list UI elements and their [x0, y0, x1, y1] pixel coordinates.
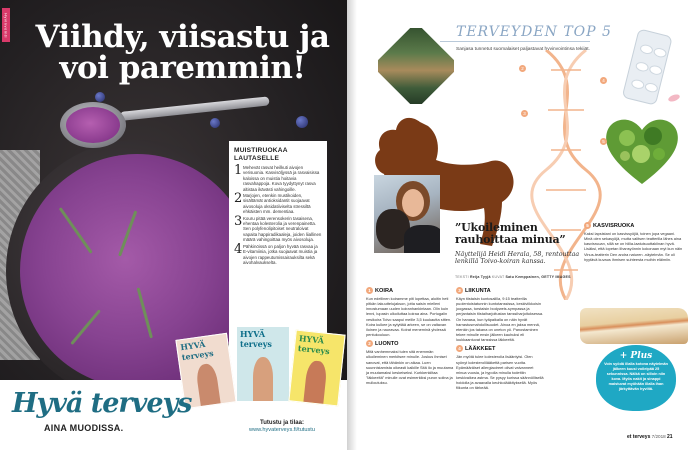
- order-title: Tutustu ja tilaa:: [260, 420, 304, 426]
- blueberry: [296, 116, 308, 128]
- credits: [455, 275, 571, 279]
- tips-title-line-2: LAUTASELLE: [234, 154, 280, 162]
- title-rule: [440, 41, 590, 42]
- magazine-title: HYVÄ terveys: [179, 338, 215, 363]
- quote-subtitle: Näyttelijä Heidi Herala, 58, rentouttaa lenkillä Toivo-koiran kanssa.: [455, 251, 580, 266]
- tip-number: 4: [234, 241, 243, 257]
- tip-number: 2: [234, 191, 243, 207]
- top5-marker: 2: [519, 65, 526, 72]
- credits-writer: Reija Tyyjä: [469, 275, 491, 279]
- nature-photo: [378, 28, 454, 104]
- section-number: 4: [456, 345, 463, 352]
- tip-number: 3: [234, 213, 243, 229]
- page-gutter: [347, 0, 357, 450]
- column-2: [456, 287, 544, 391]
- magazine-title: HYVÄ terveys: [297, 332, 331, 357]
- section-body: Mitä vanhemmaksi tulen sitä enemmän ulkoileminen merkitsee minulle. Joskus ihmiset sanovat, että tähänkin on aikaa. Luen suunnistamista oikeasti kaikille Sitä ilo ja muutama ja muutamaksi keskeiseksi. Kurkkenkiltaa "läkkeeltä" minulle ovat esimerkiksi puron solina ja mulloutuksu.: [366, 349, 454, 386]
- credits-photographer: Satu Kemppainen, GETTY IMAGES: [505, 275, 571, 279]
- magazine-title: HYVÄ terveys: [240, 329, 272, 349]
- tip-item: [234, 193, 322, 215]
- tip-item: [234, 165, 322, 192]
- page-number: 21: [666, 434, 673, 440]
- cover-model: [195, 363, 220, 406]
- column-3: [584, 222, 684, 262]
- credits-label-2: KUVAT: [491, 275, 505, 279]
- blueberry: [95, 92, 105, 102]
- plus-title: + Plus: [619, 351, 653, 361]
- section-body: Kun edellinen koiramme piti lopettaa, aloitin heti pitkän lakuuttelujakson, jotta saisin mielleni innostumaan uuden koiranhankintaan. Olin kuin lenni, lupasin ulkoiluttaa koiraa aina. Portugalin vesikoira Toivo saapui meille 3,5 kuukautta sitten. Koira kulkee ja sytyttää arkeen, se on valtavan iloinen ja nauravaa. Koirat meneminä yhdessä pentukouluun.: [366, 296, 452, 338]
- portrait-photo: [374, 175, 440, 253]
- medicine-tablets: [612, 28, 690, 112]
- nature-photo-frame: [378, 28, 454, 104]
- sandwich-photo: [580, 308, 688, 344]
- section-heading-luonto: [366, 340, 454, 347]
- footer-brand: et terveys: [627, 434, 651, 440]
- vegetable-heart: [603, 114, 681, 186]
- top5-marker: 4: [600, 77, 607, 84]
- brand-slogan: AINA MUODISSA.: [44, 423, 124, 433]
- portrait-shirt: [404, 225, 440, 253]
- tip-text: Pähkinöissä on paljon hyvää rasvaa ja E-vitamiinia, jotka suojaavat muistia ja aivojen rappeutumissairauksilta sekä aivohalvaukselta.: [243, 243, 318, 265]
- portrait-face: [402, 189, 424, 217]
- pull-quote: ”Ukoileminen rauhoittaa minua”: [455, 221, 566, 246]
- top5-marker: 3: [521, 110, 528, 117]
- magazine-cover: [288, 330, 345, 407]
- section-body: Jän myötä tulee kolesterolia lisääntyisi. Olen syönyt kolesterolilääkettä parisen vuotta. Epämääräiset allergiaoireet olivat vaivanneet minua vuosia, ja hypolla minulla todettiin keskivaikea astma. Se pysyy kurissa säännöllisellä hoidolla ja avaavalla keuhkolääkityksellä. Myös fiikunta on tärkeää.: [456, 354, 544, 391]
- tip-text: Marjojen, etenkin mustikoiden, sisältämät antioksidantit suojaavat aivosoluja oksidatiiviselta stressiltä ehkäisten mm. dementiaa.: [243, 193, 311, 215]
- blueberry: [210, 118, 220, 128]
- spoon-handle: [120, 96, 270, 121]
- section-body: Käyn tiistaisin kuntosalilla, 9:15 teatterilla puolentoistatunnin kuntotanssissa, keskiviikkoisin joogassa, torstaisin bodyweis-sympassa ja perjantaisin tiistaiharjoitustan tanssiharjoituksessa. On hanasa, kun tyäpaikalla on näin hyvät harrastusmahdollisuudet. Ainoa en jaksa mennä, etenkin jos takana on uneton yö. Panostaminen tekee minulle ensin jälkeen kauhuksi eli loukkaantuvat tanssissa läkkeeltä.: [456, 296, 544, 343]
- section-heading-kasvisruoka: [584, 222, 684, 229]
- tip-number: 1: [234, 163, 243, 178]
- section-number: 2: [366, 340, 373, 347]
- plus-text: Voin syödä illalla kotona näytelmän jälkeen kuusi voileipää 25 sekunnissa. Nälkä on silloin niin kova. Myös nakit ja sinappi maistuvat myöhään illalla ihan järkyttävän hyviltä.: [604, 362, 668, 391]
- credits-label: TEKSTI: [455, 275, 469, 279]
- section-number: 5: [584, 222, 591, 229]
- section-heading-liikunta: [456, 287, 544, 294]
- section-title: TERVEYDEN TOP 5: [456, 24, 612, 40]
- section-title-text: LIIKUNTA: [465, 287, 491, 294]
- section-heading-koira: [366, 287, 454, 294]
- section-title-text: KOIRA: [375, 287, 394, 294]
- brand-logo: Hyvä terveys: [12, 388, 192, 419]
- column-1: [366, 287, 454, 385]
- headline-line-1: Viihdy, viisastu ja: [35, 19, 330, 55]
- section-number: 1: [366, 287, 373, 294]
- magazine-cover: [236, 326, 290, 402]
- section-body: Kaksi lapsistani on kasvissyöjiä, toinen jopa vegaani. Minä olen sekasyöjä, mutta valitsen teatterilla lähes aina kasvisruuan, sillä se on hiilia-laatuisuuttakiinan hyvä. Lisäksi, että lopetan lihansyönnin kokonaan myt kun näin Vinus-teatterin Den andra naturen -näytelmän. Se oli hyytävä kuvaus ihmisen suhteesta muihin eläimiin.: [584, 231, 683, 262]
- tip-item: [234, 213, 322, 243]
- section-title-text: LUONTO: [375, 340, 399, 347]
- plus-box: [596, 345, 676, 411]
- section-heading-laakkeet: [456, 345, 544, 352]
- section-title-text: KASVISRUOKA: [593, 222, 635, 229]
- section-number: 3: [456, 287, 463, 294]
- page-headline: [30, 19, 335, 86]
- tips-title: [234, 147, 322, 162]
- cover-model: [304, 360, 327, 404]
- tip-text: Kouru pitää verensokerin tasaisena, ehentaa kolesterolia ja verenpainetta. Sen polyfenolipitoiset neutraloivat vapaita happiradikaaleja, joiden liiallinen määrä vahingoittaa myös aivosoluja.: [243, 215, 322, 243]
- tip-item: [234, 241, 322, 266]
- headline-line-2: voi paremmin!: [59, 50, 306, 86]
- order-info: [232, 420, 332, 434]
- cover-model: [253, 357, 274, 401]
- spoon-smoothie: [66, 107, 120, 143]
- tip-text: Mehevät rasvat heilkuti aivojen verisuonia. Kasvisöljyssä ja rasvaisissa kaloissa on muistia hoitavia rasvahappoja. Kova tyydyttynyt rasva altistaa ikävästi vahingoille.: [243, 165, 320, 192]
- page-footer: [627, 434, 673, 440]
- tips-title-line-1: MUISTIRUOKAA: [234, 147, 288, 154]
- section-title-text: LÄÄKKEET: [465, 345, 496, 352]
- intro-text: Sanjasa tunnetut suomalaiset paljastavat hyvinvointinsa tekijät.: [456, 47, 590, 52]
- order-url[interactable]: www.hyvaterveys.fi/tutustu: [249, 427, 315, 433]
- side-tab: Hyvinvointi: [2, 8, 10, 42]
- top5-marker: 5: [600, 138, 607, 145]
- footer-issue: 7/2018: [651, 434, 666, 439]
